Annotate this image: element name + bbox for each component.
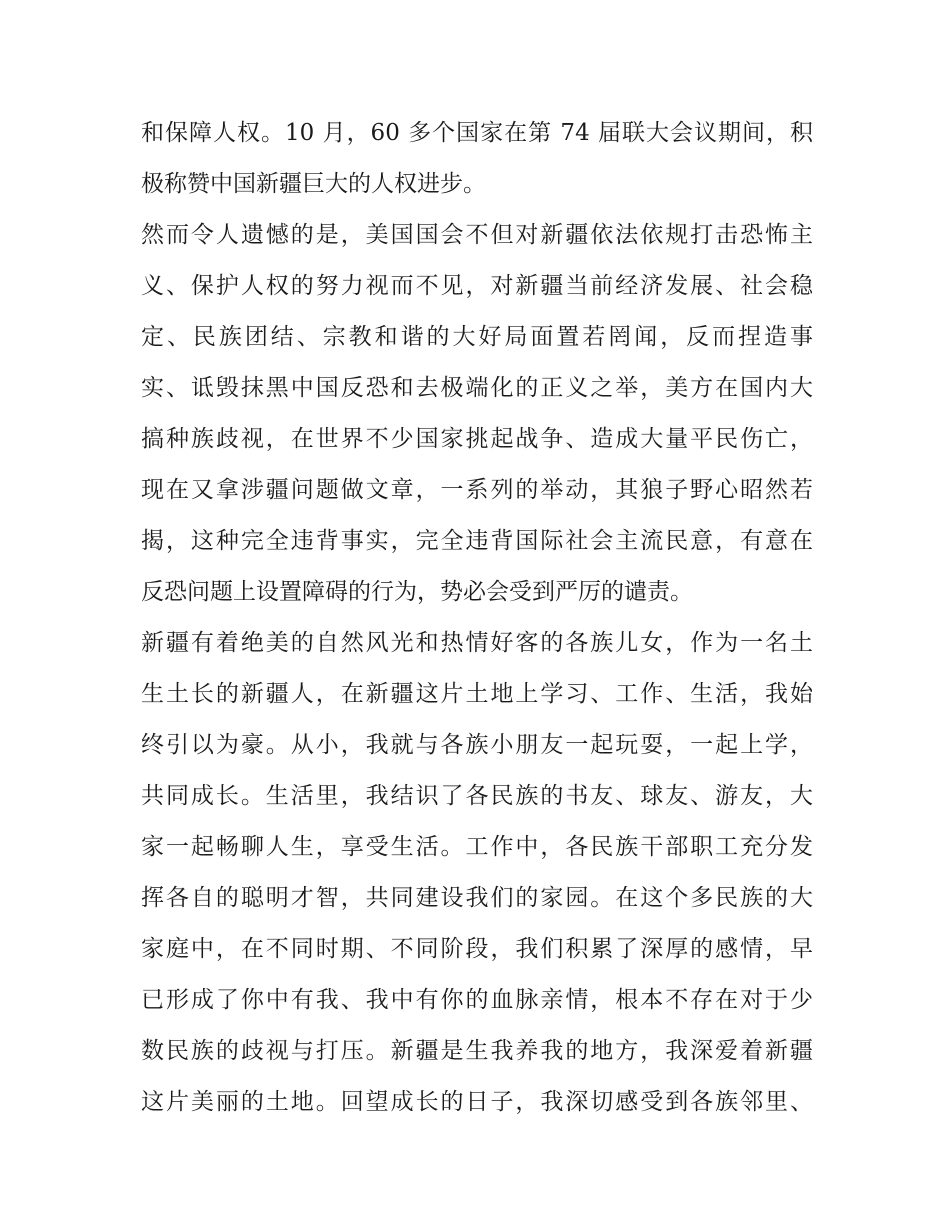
text-line: 新疆有着绝美的自然风光和热情好客的各族儿女，作为一名土 [141,630,813,656]
text-line: 挥各自的聪明才智，共同建设我们的家园。在这个多民族的大 [141,885,813,911]
text-line: 反恐问题上设置障碍的行为，势必会受到严厉的谴责。 [141,579,693,605]
text-line: 搞种族歧视，在世界不少国家挑起战争、造成大量平民伤亡， [141,426,813,452]
text-line: 共同成长。生活里，我结识了各民族的书友、球友、游友，大 [141,783,813,809]
text-line: 生土长的新疆人，在新疆这片土地上学习、工作、生活，我始 [141,681,813,707]
text-line: 终引以为豪。从小，我就与各族小朋友一起玩耍，一起上学， [141,732,813,758]
text-line: 定、民族团结、宗教和谐的大好局面置若罔闻，反而捏造事 [141,324,813,350]
text-line: 数民族的歧视与打压。新疆是生我养我的地方，我深爱着新疆 [141,1038,813,1064]
text-line: 极称赞中国新疆巨大的人权进步。 [141,171,486,197]
text-line: 义、保护人权的努力视而不见，对新疆当前经济发展、社会稳 [141,273,813,299]
text-line: 和保障人权。10 月，60 多个国家在第 74 届联大会议期间，积 [141,120,813,146]
text-line: 家庭中，在不同时期、不同阶段，我们积累了深厚的感情，早 [141,936,813,962]
text-line: 这片美丽的土地。回望成长的日子，我深切感受到各族邻里、 [141,1089,813,1115]
body-text [141,108,813,1128]
text-line: 然而令人遗憾的是，美国国会不但对新疆依法依规打击恐怖主 [141,222,813,248]
text-line: 已形成了你中有我、我中有你的血脉亲情，根本不存在对于少 [141,987,813,1013]
text-line: 家一起畅聊人生，享受生活。工作中，各民族干部职工充分发 [141,834,813,860]
text-line: 实、诋毁抹黑中国反恐和去极端化的正义之举，美方在国内大 [141,375,813,401]
text-line: 揭，这种完全违背事实，完全违背国际社会主流民意，有意在 [141,528,813,554]
text-line: 现在又拿涉疆问题做文章，一系列的举动，其狼子野心昭然若 [141,477,813,503]
